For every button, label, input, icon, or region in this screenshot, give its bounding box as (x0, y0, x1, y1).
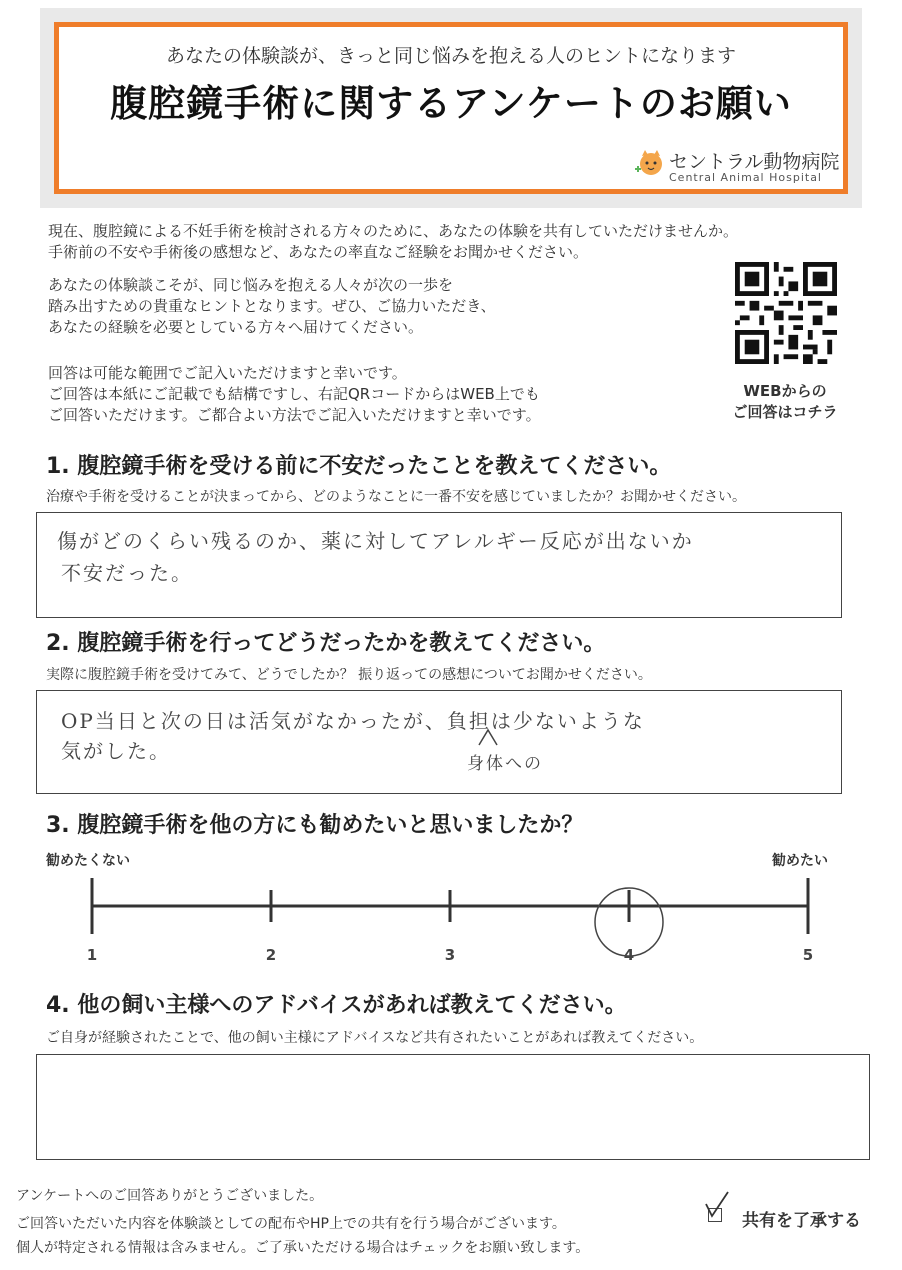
intro-paragraph-2: あなたの体験談こそが、同じ悩みを抱える人々が次の一歩を 踏み出すための貴重なヒントとなります。ぜひ、ご協力いただき、 あなたの経験を必要としている方々へ届けてください。 (48, 276, 496, 336)
scale-left-label: 勧めたくない (46, 853, 130, 869)
question-1-answer-line-2: 不安だった。 (61, 561, 193, 585)
consent-label: 共有を了承する (742, 1211, 861, 1231)
qr-code-icon[interactable] (735, 262, 837, 364)
hospital-name-ja: セントラル動物病院 (669, 151, 840, 173)
page-title: 腹腔鏡手術に関するアンケートのお願い (110, 82, 792, 125)
hospital-name-en: Central Animal Hospital (669, 171, 822, 184)
scale-tick-label-5[interactable]: 5 (802, 946, 814, 964)
footer-thanks: アンケートへのご回答ありがとうございました。 (16, 1188, 324, 1204)
scale-tick-label-3[interactable]: 3 (444, 946, 456, 964)
cat-dog-logo-icon (633, 149, 665, 179)
question-2-answer-line-2: 気がした。 (61, 739, 171, 763)
header-banner (54, 22, 848, 194)
qr-caption: WEBからの ご回答はコチラ (732, 382, 838, 421)
recommendation-scale[interactable] (70, 870, 830, 980)
question-2-answer-box[interactable] (36, 690, 842, 794)
question-2-subtitle: 実際に腹腔鏡手術を受けてみて、どうでしたか？ 振り返っての感想についてお聞かせください。 (46, 667, 652, 683)
header-tagline: あなたの体験談が、きっと同じ悩みを抱える人のヒントになります (165, 45, 736, 67)
consent-checkbox-group[interactable] (702, 1190, 892, 1230)
check-mark-icon (702, 1190, 732, 1224)
footer-note-line-1: ご回答いただいた内容を体験談としての配布やHP上での共有を行う場合がございます。 (16, 1216, 566, 1232)
question-1-subtitle: 治療や手術を受けることが決まってから、どのようなことに一番不安を感じていましたか？お聞かせください。 (46, 489, 746, 505)
question-1-answer-box[interactable] (36, 512, 842, 618)
question-4-subtitle: ご自身が経験されたことで、他の飼い主様にアドバイスなど共有されたいことがあれば教えてください。 (46, 1030, 704, 1046)
scale-tick-label-1[interactable]: 1 (86, 946, 98, 964)
question-2-title: 2. 腹腔鏡手術を行ってどうだったかを教えてください。 (46, 631, 606, 656)
question-3-title: 3. 腹腔鏡手術を他の方にも勧めたいと思いましたか？ (46, 813, 584, 838)
scale-tick-label-2[interactable]: 2 (265, 946, 277, 964)
footer-note-line-2: 個人が特定される情報は含みません。ご了承いただける場合はチェックをお願い致します。 (16, 1240, 590, 1256)
question-4-title: 4. 他の飼い主様へのアドバイスがあれば教えてください。 (46, 993, 627, 1018)
question-1-answer-line-1: 傷がどのくらい残るのか、薬に対してアレルギー反応が出ないか (57, 529, 694, 553)
question-1-title: 1. 腹腔鏡手術を受ける前に不安だったことを教えてください。 (46, 454, 672, 479)
scale-right-label: 勧めたい (772, 853, 828, 869)
intro-paragraph-3: 回答は可能な範囲でご記入いただけますと幸いです。 ご回答は本紙にご記載でも結構ですし、右記QRコードからはWEB上でも ご回答いただけます。ご都合よい方法でご記入いただけますと幸いです。 (48, 364, 541, 424)
question-4-answer-box[interactable] (36, 1054, 870, 1160)
question-2-answer-insert: 身体への (467, 754, 543, 774)
scale-tick-label-4[interactable]: 4 (623, 946, 635, 964)
intro-paragraph-1: 現在、腹腔鏡による不妊手術を検討される方々のために、あなたの体験を共有していただけませんか。 手術前の不安や手術後の感想など、あなたの率直なご経験をお聞かせください。 (48, 222, 739, 261)
hospital-logo (633, 147, 843, 191)
question-2-answer-line-1: OP当日と次の日は活気がなかったが、負担は少ないような (61, 709, 645, 733)
insertion-caret-icon (477, 727, 499, 747)
